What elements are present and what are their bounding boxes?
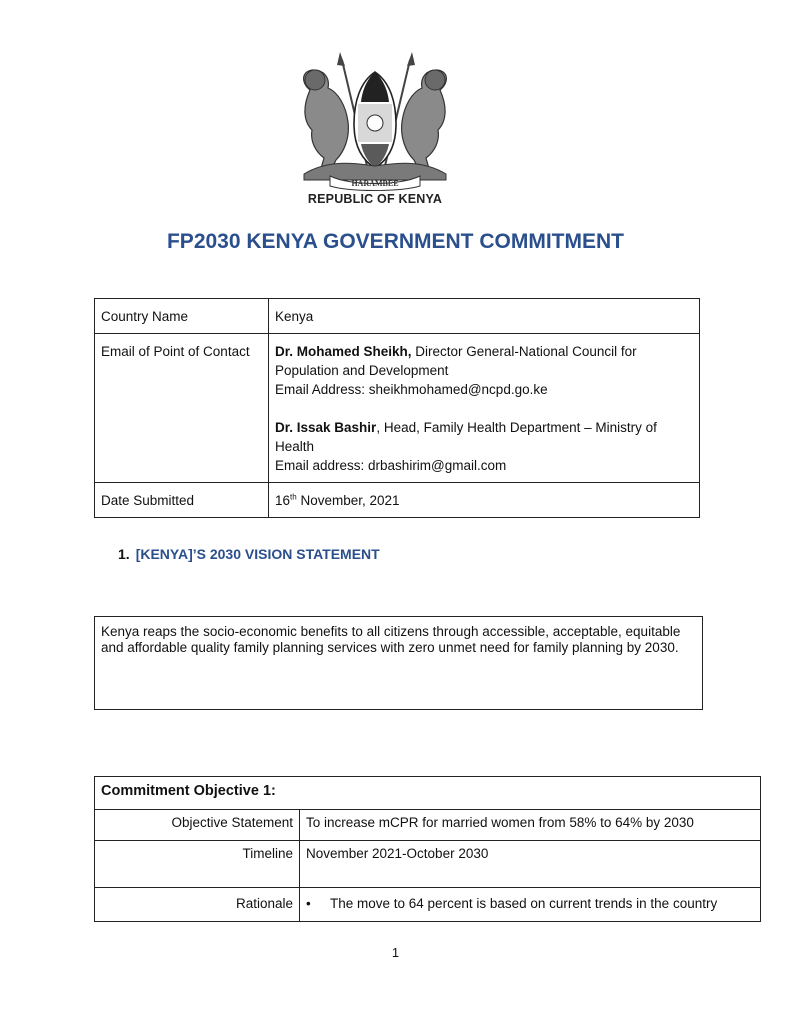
rationale-value [300,888,761,922]
info-table [94,298,700,518]
rationale-text: The move to 64 percent is based on current trends in the country [330,896,718,911]
country-name-value: Kenya [269,299,700,334]
contact-block [275,342,693,399]
section-number: 1. [118,546,130,562]
section-heading [118,546,380,562]
contact-label: Email of Point of Contact [95,334,269,483]
table-row [95,841,761,888]
timeline-value: November 2021-October 2030 [300,841,761,888]
table-row [95,888,761,922]
page-title: FP2030 KENYA GOVERNMENT COMMITMENT [166,230,624,253]
vision-statement-box: Kenya reaps the socio-economic benefits to all citizens through accessible, acceptable, equitable and affordable quality family planning services with zero unmet need for family planning by 2030. [94,616,703,710]
page-number: 1 [391,945,400,960]
date-rest: November, 2021 [296,493,400,508]
contact-email: Email Address: sheikhmohamed@ncpd.go.ke [275,382,548,397]
contact-role: , Head, Family Health Department – Ministry of Health [275,420,657,454]
table-header-row [95,777,761,810]
contact-name: Dr. Mohamed Sheikh, [275,344,412,359]
contact-name: Dr. Issak Bashir [275,420,377,435]
date-submitted-label: Date Submitted [95,483,269,518]
contact-role: Director General-National Council for Population and Development [275,344,637,378]
table-row [95,299,700,334]
objective-header: Commitment Objective 1: [95,777,761,810]
date-day: 16 [275,493,291,508]
contact-cell [269,334,700,483]
contact-email: Email address: drbashirim@gmail.com [275,458,507,473]
rationale-label: Rationale [95,888,300,922]
table-row [95,483,700,518]
table-row [95,810,761,841]
coat-of-arms-emblem [290,52,460,192]
country-name-label: Country Name [95,299,269,334]
date-suffix: th [290,492,297,502]
republic-of-kenya-label: REPUBLIC OF KENYA [307,192,443,206]
section-title: [KENYA]’S 2030 VISION STATEMENT [135,546,380,562]
table-row [95,334,700,483]
timeline-label: Timeline [95,841,300,888]
bullet-icon: • [306,896,311,911]
objective-statement-label: Objective Statement [95,810,300,841]
objective-statement-value: To increase mCPR for married women from 58% to 64% by 2030 [300,810,761,841]
objective-table [94,776,761,922]
contact-block [275,418,693,475]
motto-text: HARAMBEE [351,179,399,188]
date-submitted-value [269,483,700,518]
